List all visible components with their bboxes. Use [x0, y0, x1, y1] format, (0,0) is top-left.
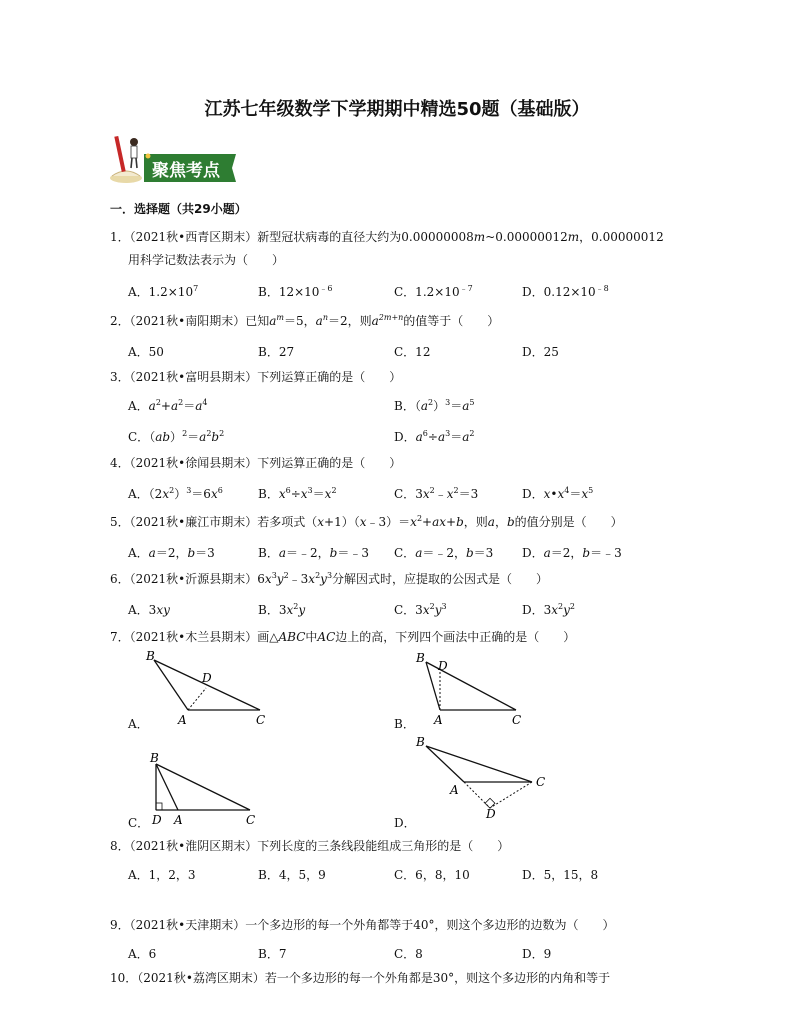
page-title: 江苏七年级数学下学期期中精选50题（基础版）	[204, 99, 590, 120]
svg-text:D: D	[152, 813, 162, 827]
q4-option-a: A．$(2x^2)^3=6x^6$	[128, 486, 223, 501]
question-4: 4．（2021秋•徐闻县期末）下列运算正确的是（ ）	[110, 456, 402, 470]
svg-text:B: B	[146, 649, 155, 663]
q6-option-c: C．$3x^2y^3$	[394, 602, 447, 617]
svg-text:A: A	[174, 813, 183, 827]
q9-option-b: B．7	[258, 947, 287, 961]
q9-option-c: C．8	[394, 947, 423, 961]
q1-option-b: B．$12\times 10^{﹣6}$	[258, 284, 333, 299]
q1-option-a: A．$1.2\times 10^7$	[128, 284, 199, 299]
q6-option-b: B．$3x^2y$	[258, 602, 306, 617]
q5-option-a: A．a＝2，b＝3	[128, 546, 215, 560]
q7-figure-d	[410, 734, 560, 818]
q6-option-a: A．3xy	[128, 603, 170, 617]
q7-figure-b	[410, 648, 540, 728]
q8-option-a: A．1，2，3	[128, 868, 196, 882]
svg-text:C: C	[536, 775, 546, 789]
q5-option-b: B．a＝﹣2，b＝﹣3	[258, 546, 369, 560]
svg-text:A: A	[178, 713, 187, 727]
question-6: 6．（2021秋•沂源县期末）$6x^3y^2﹣3x^2y^3$分解因式时，应提取的公因式是（ ）	[110, 571, 549, 586]
q8-option-b: B．4，5，9	[258, 868, 326, 882]
svg-text:D: D	[202, 671, 212, 685]
question-10: 10．（2021秋•荔湾区期末）若一个多边形的每一个外角都是30°，则这个多边形的内角和等于	[110, 971, 611, 985]
q9-option-d: D．9	[522, 947, 552, 961]
question-1: 1．（2021秋•西青区期末）新型冠状病毒的直径大约为0.00000008m~0.00000012m，0.00000012	[110, 230, 664, 244]
q7-figure-c	[140, 748, 270, 828]
question-7: 7．（2021秋•木兰县期末）画△ABC中AC边上的高，下列四个画法中正确的是（ ）	[110, 630, 576, 644]
svg-text:C: C	[256, 713, 266, 727]
q4-option-c: C．$3x^2﹣x^2=3$	[394, 486, 479, 501]
q2-option-c: C．12	[394, 345, 431, 359]
q5-option-d: D．a＝2，b＝﹣3	[522, 546, 622, 560]
q2-option-a: A．50	[128, 345, 164, 359]
section-heading: 一．选择题（共29小题）	[110, 202, 247, 216]
q7-option-a: A．	[128, 717, 149, 731]
q1-option-d: D．$0.12\times 10^{﹣8}$	[522, 284, 609, 299]
q7-option-b: B．	[394, 717, 415, 731]
q3-option-c: C．$(ab)^2=a^2b^2$	[128, 429, 225, 444]
question-2: 2．（2021秋•南阳期末）已知$a^m=5$，$a^n=2$，则$a^{2m+n}$的值等于（ ）	[110, 313, 500, 328]
question-5: 5．（2021秋•廉江市期末）若多项式$(x+1)(x﹣3)=x^2+ax+b$，则a，b的值分别是（ ）	[110, 514, 623, 529]
q7-figure-a	[140, 648, 280, 728]
question-1-line2: 用科学记数法表示为（ ）	[128, 253, 285, 267]
q7-option-d: D．	[394, 816, 416, 830]
focus-badge	[108, 132, 240, 186]
svg-text:C: C	[246, 813, 256, 827]
q5-option-c: C．a＝﹣2，b＝3	[394, 546, 494, 560]
question-3: 3．（2021秋•富明县期末）下列运算正确的是（ ）	[110, 370, 402, 384]
badge-text: 聚焦考点	[152, 161, 220, 181]
svg-text:A: A	[450, 783, 459, 797]
q4-option-b: B．$x^6\div x^3=x^2$	[258, 486, 337, 501]
q6-option-d: D．$3x^2y^2$	[522, 602, 576, 617]
badge-illustration-icon	[108, 132, 240, 186]
q7-option-c: C．	[128, 816, 150, 830]
q2-option-d: D．25	[522, 345, 559, 359]
svg-text:C: C	[512, 713, 522, 727]
q3-option-d: D．$a^6\div a^3=a^2$	[394, 429, 475, 444]
q9-option-a: A．6	[128, 947, 157, 961]
q3-option-b: B．$(a^2)^3=a^5$	[394, 398, 475, 413]
svg-text:B: B	[416, 651, 425, 665]
svg-text:B: B	[416, 735, 425, 749]
q1-option-c: C．$1.2\times 10^{﹣7}$	[394, 284, 473, 299]
q8-option-d: D．5，15，8	[522, 868, 599, 882]
svg-text:D: D	[486, 807, 496, 818]
svg-text:B: B	[150, 751, 159, 765]
q3-option-a: A．$a^2+a^2=a^4$	[128, 398, 208, 413]
q4-option-d: D．$x•x^4=x^5$	[522, 486, 594, 501]
q2-option-b: B．27	[258, 345, 295, 359]
svg-text:A: A	[434, 713, 443, 727]
svg-text:D: D	[438, 659, 448, 673]
question-8: 8．（2021秋•淮阴区期末）下列长度的三条线段能组成三角形的是（ ）	[110, 839, 510, 853]
question-9: 9．（2021秋•天津期末）一个多边形的每一个外角都等于40°，则这个多边形的边数为（ ）	[110, 918, 615, 932]
q8-option-c: C．6，8，10	[394, 868, 470, 882]
